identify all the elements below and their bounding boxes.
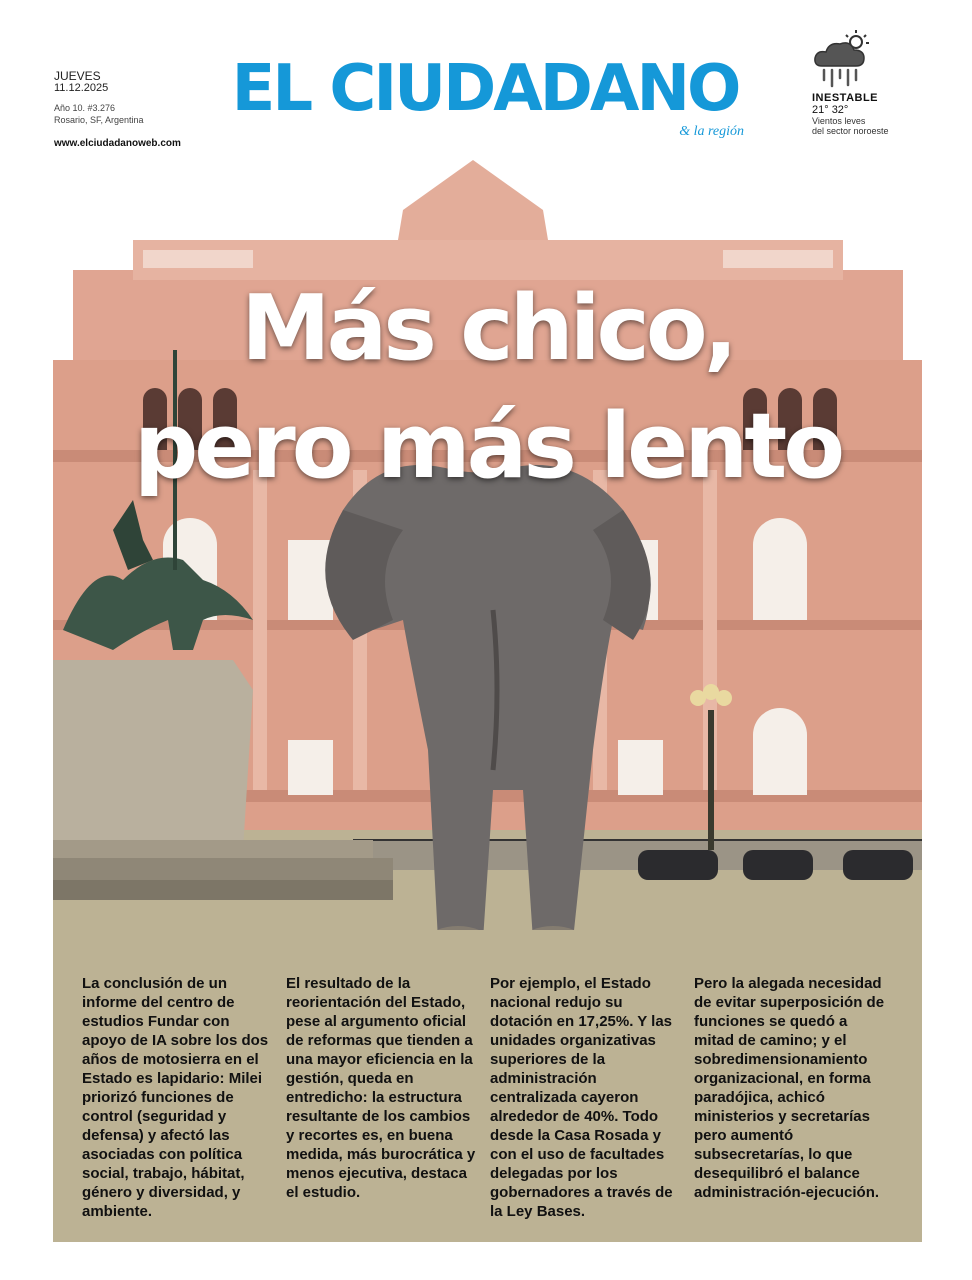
headline-line-1: Más chico, (241, 276, 734, 381)
cloud-sun-rain-icon (812, 30, 876, 90)
masthead (0, 0, 972, 160)
headline-line-2: pero más lento (133, 394, 842, 499)
weather-condition: INESTABLE (812, 92, 879, 104)
cover-photo (53, 150, 922, 930)
lead-column-3: Por ejemplo, el Estado nacional redujo su dotación en 17,25%. Y las unidades organizativas superiores de la administración centralizada cayeron alrededor de 40%. Todo desde la Casa Rosada y con el uso de facultades delegadas por los gobernadores a través de la Ley Bases. (490, 975, 673, 1220)
headline (53, 270, 922, 506)
newspaper-tagline: & la región (679, 124, 744, 139)
edition-info (54, 69, 181, 149)
edition-date: 11.12.2025 (54, 82, 109, 94)
edition-location: Rosario, SF, Argentina (54, 115, 144, 125)
weather-box (812, 30, 932, 136)
lead-column-1: La conclusión de un informe del centro de estudios Fundar con apoyo de IA sobre los dos años de motosierra en el Estado es lapidario: Milei priorizó funciones de control (seguridad y defensa) y afectó las asociadas con política social, trabajo, hábitat, género y diversidad, y ambiente. (82, 975, 269, 1220)
lead-column-4: Pero la alegada necesidad de evitar superposición de funciones se quedó a mitad de camino; y el sobredimensionamiento organizacional, en forma paradójica, achicó ministerios y secretarías pero aumentó subsecretarías, lo que desequilibró el balance administración-ejecución. (694, 975, 885, 1201)
weather-wind-2: del sector noroeste (812, 126, 889, 136)
edition-issue: Año 10. #3.276 (54, 103, 116, 113)
website-link[interactable]: www.elciudadanoweb.com (54, 138, 181, 149)
lead-text-band (53, 930, 922, 1242)
weather-wind-1: Vientos leves (812, 116, 866, 126)
cover-illustration (53, 150, 922, 930)
edition-day: JUEVES (54, 69, 101, 83)
newspaper-logo: EL CIUDADANO (231, 52, 739, 126)
weather-temps: 21° 32° (812, 104, 849, 116)
lead-column-2: El resultado de la reorientación del Estado, pese al argumento oficial de reformas que tienden a una mayor eficiencia en la gestión, queda en entredicho: la estructura resultante de los cambios y recortes es, en buena medida, más burocrática y menos ejecutiva, destaca el estudio. (286, 975, 476, 1201)
